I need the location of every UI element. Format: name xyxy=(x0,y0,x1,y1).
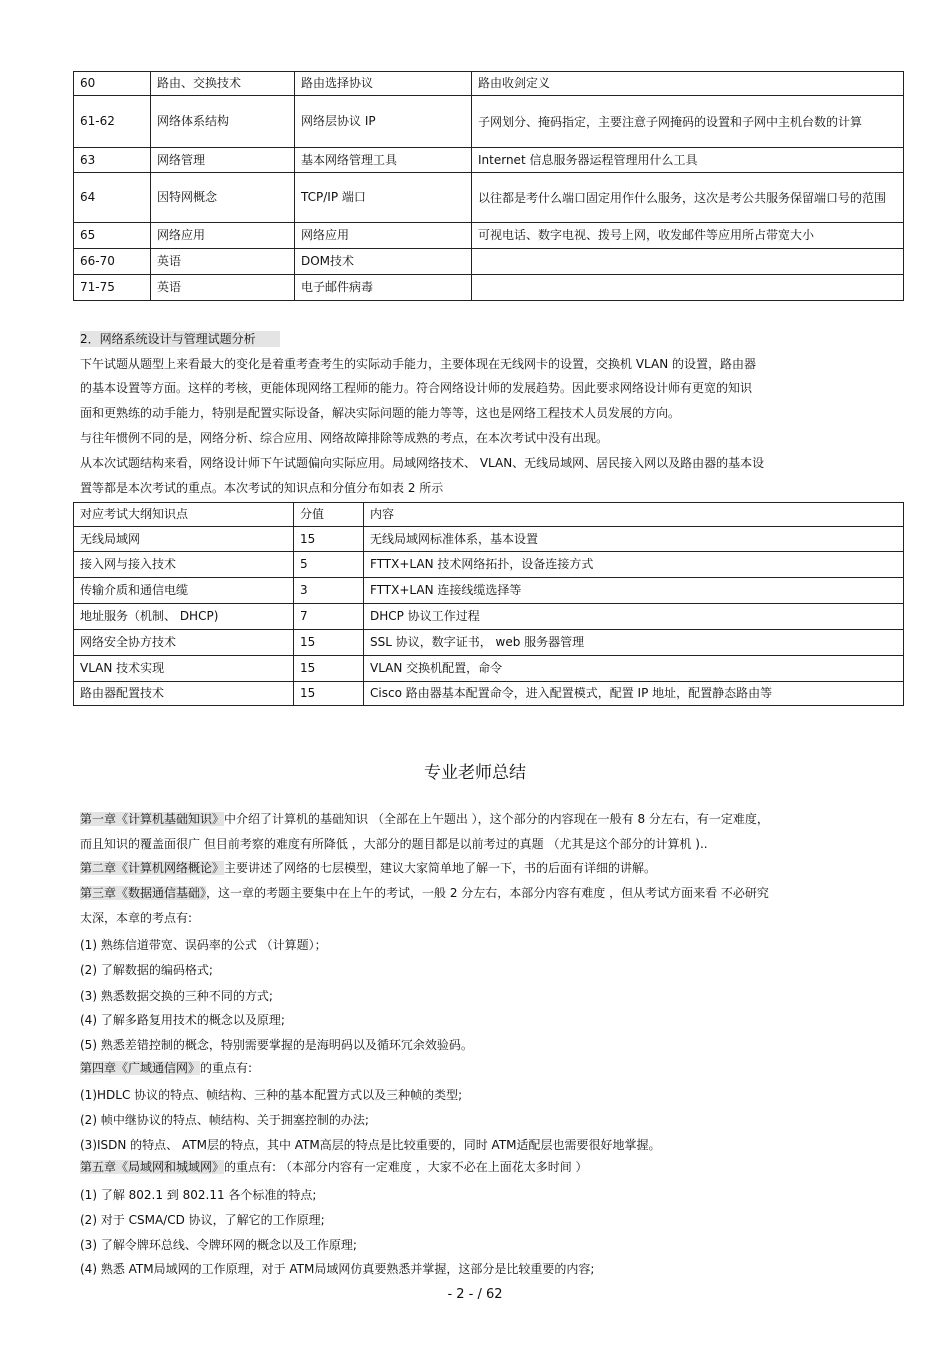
table-row xyxy=(74,275,904,301)
exam-topics-table-1 xyxy=(73,71,904,301)
table-cell: 路由、交换技术 xyxy=(151,72,295,96)
list-item: (1) 熟练信道带宽、误码率的公式 （计算题）； xyxy=(80,938,327,952)
table-cell: 因特网概念 xyxy=(151,173,295,223)
table-cell: 15 xyxy=(294,630,364,656)
table-cell: 子网划分、掩码指定，主要注意子网掩码的设置和子网中主机台数的计算 xyxy=(472,96,904,148)
table-row xyxy=(74,249,904,275)
list-item: (5) 熟悉差错控制的概念，特别需要掌握的是海明码以及循环冗余效验码。 xyxy=(80,1038,473,1052)
table-cell: 网络层协议 IP xyxy=(295,96,472,148)
chapter-4-text: 的重点有: xyxy=(200,1061,253,1075)
chapter-5-line xyxy=(80,1158,588,1175)
table-header-row xyxy=(74,503,904,527)
table-cell: VLAN 交换机配置，命令 xyxy=(364,656,904,682)
table-cell: FTTX+LAN 技术网络拓扑，设备连接方式 xyxy=(364,552,904,578)
paragraph-line: 面和更熟练的动手能力，特别是配置实际设备，解决实际问题的能力等等，这也是网络工程技术人员发展的方向。 xyxy=(80,406,681,420)
list-item: (1) 了解 802.1 到 802.11 各个标准的特点; xyxy=(80,1188,317,1202)
table-cell: 地址服务（机制、 DHCP) xyxy=(74,604,294,630)
paragraph-line: 与往年惯例不同的是，网络分析、综合应用、网络故障排除等成熟的考点，在本次考试中没有出现。 xyxy=(80,431,609,445)
table-cell: 15 xyxy=(294,682,364,706)
chapter-2-line xyxy=(80,859,656,876)
chapter-3-text: ，这一章的考题主要集中在上午的考试，一般 2 分左右，本部分内容有难度 ，但从考试方面来看 不必研究 xyxy=(206,886,769,900)
chapter-1-text: 中介绍了计算机的基础知识 （全部在上午题出 ），这个部分的内容现在一般有 8 分左右，有一定难度， xyxy=(224,812,769,826)
table-cell: 66-70 xyxy=(74,249,151,275)
table-cell: Cisco 路由器基本配置命令，进入配置模式，配置 IP 地址，配置静态路由等 xyxy=(364,682,904,706)
table-cell: 无线局域网标准体系，基本设置 xyxy=(364,527,904,552)
table-cell: 路由器配置技术 xyxy=(74,682,294,706)
table-row xyxy=(74,148,904,173)
section-heading xyxy=(80,330,280,347)
column-header: 内容 xyxy=(364,503,904,527)
chapter-4-line xyxy=(80,1059,252,1076)
table-cell: 61-62 xyxy=(74,96,151,148)
table-cell: 7 xyxy=(294,604,364,630)
table-cell: VLAN 技术实现 xyxy=(74,656,294,682)
table-cell: 网络体系结构 xyxy=(151,96,295,148)
table-cell: Internet 信息服务器运程管理用什么工具 xyxy=(472,148,904,173)
table-cell: 15 xyxy=(294,527,364,552)
table-row xyxy=(74,552,904,578)
table-row xyxy=(74,223,904,249)
column-header: 分值 xyxy=(294,503,364,527)
table-row xyxy=(74,630,904,656)
table-cell: SSL 协议，数字证书， web 服务器管理 xyxy=(364,630,904,656)
table-cell: 英语 xyxy=(151,249,295,275)
list-item: (2) 了解数据的编码格式; xyxy=(80,963,213,977)
table-cell: 可视电话、数字电视、拨号上网，收发邮件等应用所占带宽大小 xyxy=(472,223,904,249)
table-cell: 网络应用 xyxy=(151,223,295,249)
paragraph-line: 的基本设置等方面。这样的考核，更能体现网络工程师的能力。符合网络设计师的发展趋势。因此要求网络设计师有更宽的知识 xyxy=(80,381,753,395)
table-row xyxy=(74,173,904,223)
table-cell: 71-75 xyxy=(74,275,151,301)
table-cell: 路由收剑定义 xyxy=(472,72,904,96)
chapter-4-title: 第四章《广域通信网》 xyxy=(80,1061,201,1075)
table-cell: 网络安全协方技术 xyxy=(74,630,294,656)
chapter-3-title: 第三章《数据通信基础》 xyxy=(80,886,207,900)
chapter-1-title: 第一章《计算机基础知识》 xyxy=(80,812,225,826)
list-item: (3) 了解令牌环总线、令牌环网的概念以及工作原理; xyxy=(80,1238,357,1252)
table-cell: 65 xyxy=(74,223,151,249)
section-heading-text: 2．网络系统设计与管理试题分析 xyxy=(80,331,280,347)
chapter-3-line xyxy=(80,884,769,901)
table-cell xyxy=(472,249,904,275)
table-cell: 5 xyxy=(294,552,364,578)
table-cell: 英语 xyxy=(151,275,295,301)
table-row xyxy=(74,656,904,682)
table-cell: 网络管理 xyxy=(151,148,295,173)
chapter-2-text: 主要讲述了网络的七层模型，建议大家简单地了解一下，书的后面有详细的讲解。 xyxy=(224,861,657,875)
list-item: (2) 对于 CSMA/CD 协议，了解它的工作原理; xyxy=(80,1213,325,1227)
table-cell: 63 xyxy=(74,148,151,173)
paragraph-line: 太深，本章的考点有: xyxy=(80,911,193,925)
table-cell: DHCP 协议工作过程 xyxy=(364,604,904,630)
chapter-1-line xyxy=(80,810,769,827)
list-item: (3)ISDN 的特点、 ATM层的特点，其中 ATM高层的特点是比较重要的，同时 ATM适配层也需要很好地掌握。 xyxy=(80,1138,661,1152)
table-cell: 传输介质和通信电缆 xyxy=(74,578,294,604)
table-row xyxy=(74,604,904,630)
table-cell: FTTX+LAN 连接线缆选择等 xyxy=(364,578,904,604)
list-item: (2) 帧中继协议的特点、帧结构、关于拥塞控制的办法; xyxy=(80,1113,369,1127)
table-row xyxy=(74,72,904,96)
table-cell: 网络应用 xyxy=(295,223,472,249)
table-cell: 以往都是考什么端口固定用作什么服务，这次是考公共服务保留端口号的范围 xyxy=(472,173,904,223)
summary-title: 专业老师总结 xyxy=(424,763,526,783)
paragraph-line: 置等都是本次考试的重点。本次考试的知识点和分值分布如表 2 所示 xyxy=(80,481,444,495)
table-cell: 60 xyxy=(74,72,151,96)
table-cell: 基本网络管理工具 xyxy=(295,148,472,173)
table-cell: 电子邮件病毒 xyxy=(295,275,472,301)
table-row xyxy=(74,96,904,148)
score-distribution-table xyxy=(73,502,904,706)
table-cell: 接入网与接入技术 xyxy=(74,552,294,578)
table-cell: DOM技术 xyxy=(295,249,472,275)
chapter-2-title: 第二章《计算机网络概论》 xyxy=(80,861,225,875)
table-row xyxy=(74,682,904,706)
column-header: 对应考试大纲知识点 xyxy=(74,503,294,527)
paragraph-line: 从本次试题结构来看，网络设计师下午试题偏向实际应用。局域网络技术、 VLAN、无线局域网、居民接入网以及路由器的基本设 xyxy=(80,456,765,470)
paragraph-line: 而且知识的覆盖面很广 但目前考察的难度有所降低 ，大部分的题目都是以前考过的真题 （尤其是这个部分的计算机 ).. xyxy=(80,837,708,851)
list-item: (1)HDLC 协议的特点、帧结构、三种的基本配置方式以及三种帧的类型; xyxy=(80,1088,463,1102)
table-cell: 15 xyxy=(294,656,364,682)
table-cell: 64 xyxy=(74,173,151,223)
page-number: - 2 - / 62 xyxy=(447,1287,503,1302)
table-cell: 路由选择协议 xyxy=(295,72,472,96)
list-item: (4) 熟悉 ATM局域网的工作原理，对于 ATM局域网仿真要熟悉并掌握，这部分是比较重要的内容; xyxy=(80,1262,595,1276)
table-cell: 3 xyxy=(294,578,364,604)
table-cell: 无线局域网 xyxy=(74,527,294,552)
table-row xyxy=(74,578,904,604)
chapter-5-title: 第五章《局域网和城域网》 xyxy=(80,1160,225,1174)
list-item: (3) 熟悉数据交换的三种不同的方式; xyxy=(80,989,273,1003)
table-cell: TCP/IP 端口 xyxy=(295,173,472,223)
list-item: (4) 了解多路复用技术的概念以及原理; xyxy=(80,1013,285,1027)
chapter-5-text: 的重点有: （本部分内容有一定难度 ，大家不必在上面花太多时间 ） xyxy=(224,1160,588,1174)
paragraph-line: 下午试题从题型上来看最大的变化是着重考查考生的实际动手能力，主要体现在无线网卡的设置，交换机 VLAN 的设置，路由器 xyxy=(80,357,756,371)
table-row xyxy=(74,527,904,552)
table-cell xyxy=(472,275,904,301)
